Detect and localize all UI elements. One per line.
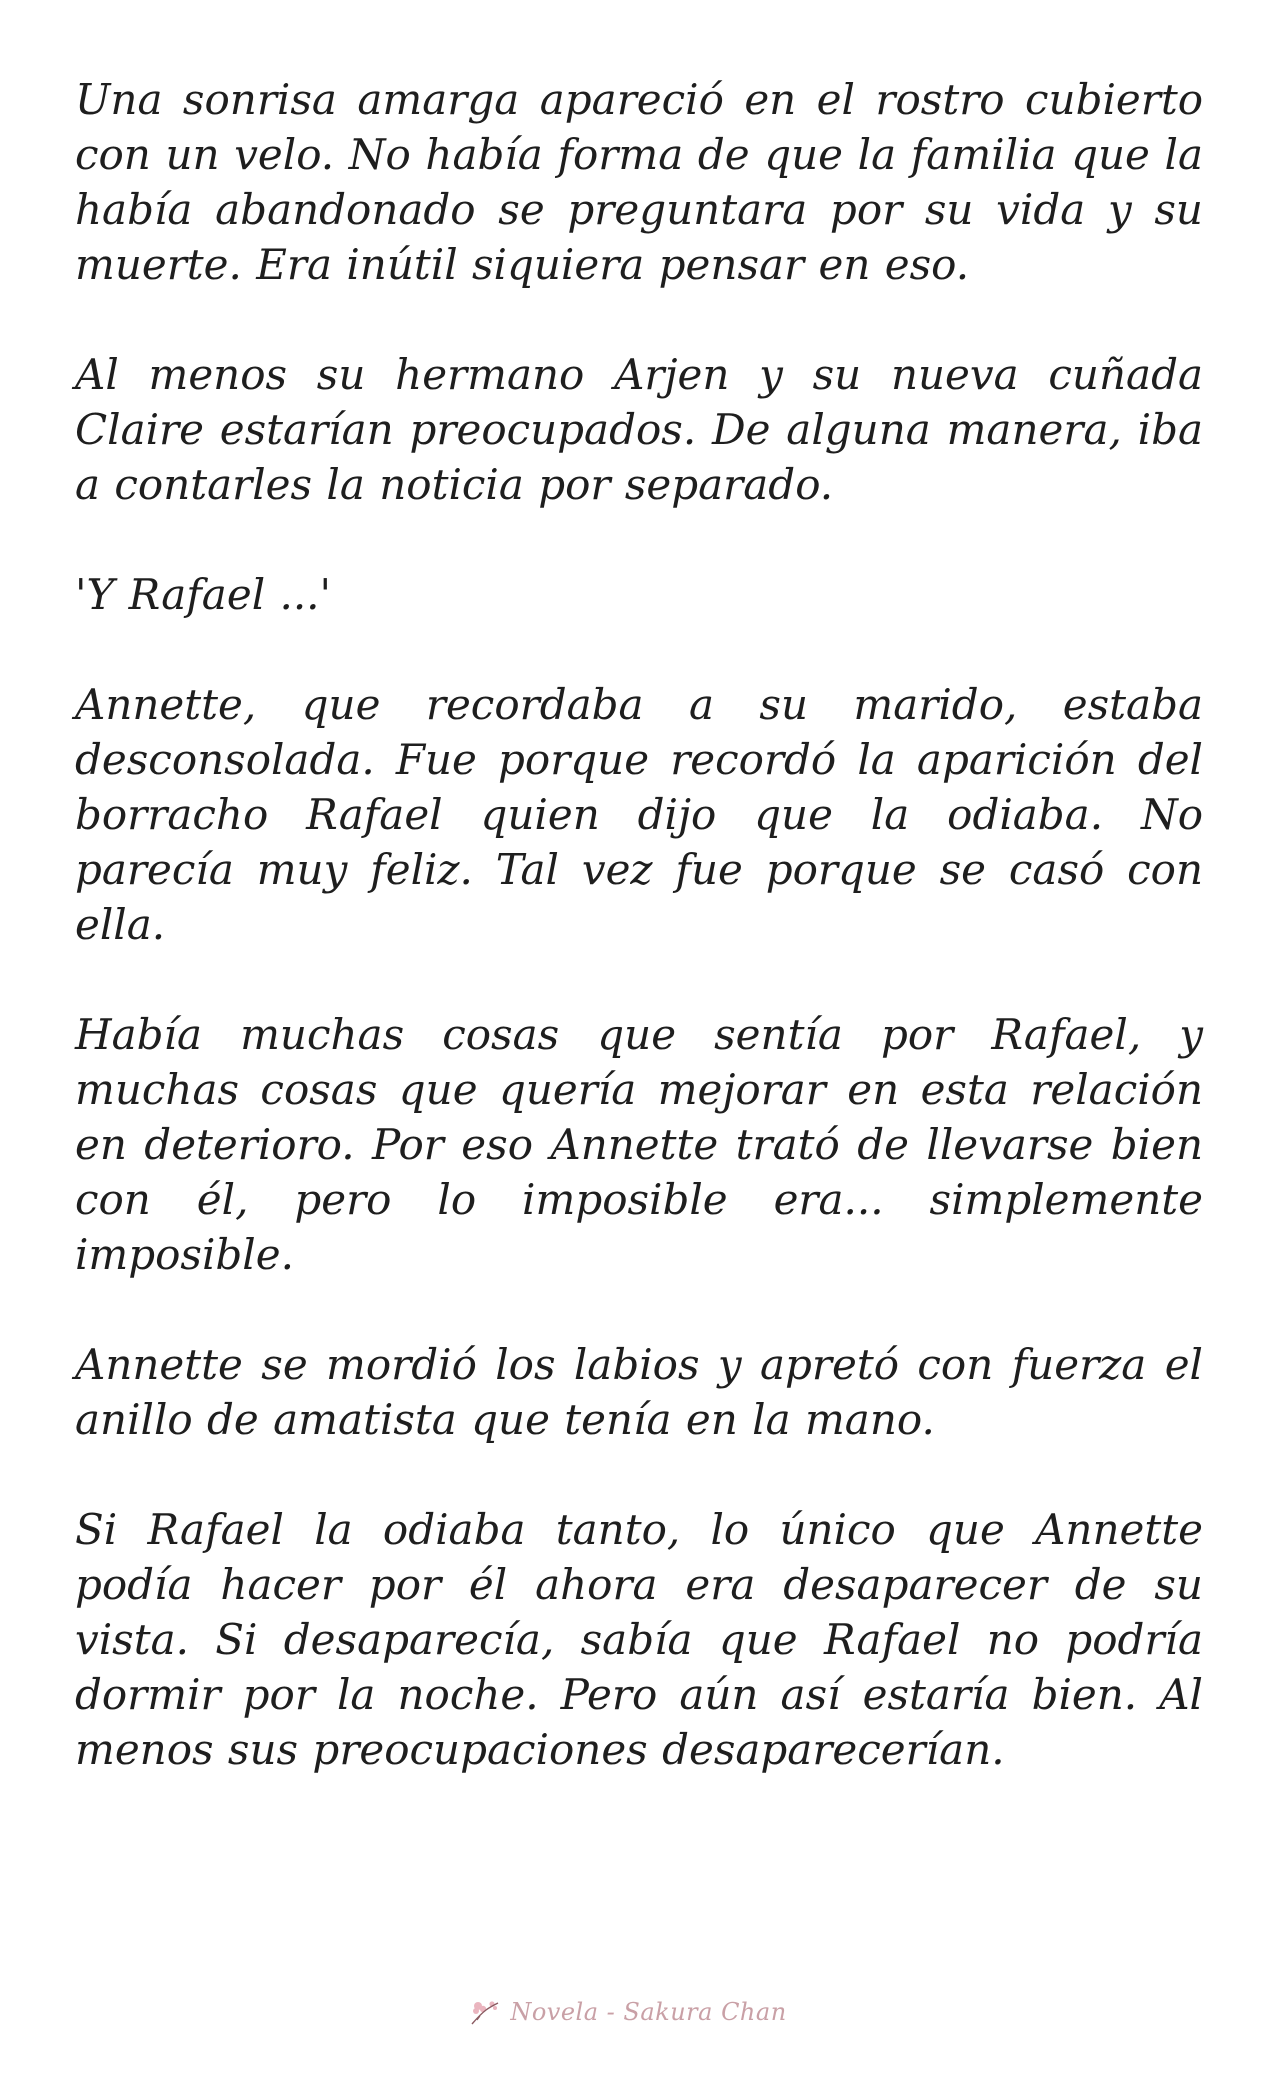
paragraph-2: Al menos su hermano Arjen y su nueva cuñada Claire estarían preocupados. De alguna manera, iba a contarles la noticia por separado. [75,350,1203,509]
watermark-text: Novela - Sakura Chan [510,1998,787,2026]
paragraph-4: Annette, que recordaba a su marido, estaba desconsolada. Fue porque recordó la aparición del borracho Rafael quien dijo que la odiaba. No parecía muy feliz. Tal vez fue porque se casó con ella. [75,680,1203,949]
sakura-blossom-icon [468,1997,502,2027]
paragraph-3: 'Y Rafael ...' [75,570,332,619]
paragraph-1: Una sonrisa amarga apareció en el rostro cubierto con un velo. No había forma de que la familia que la había abandonado se preguntara por su vida y su muerte. Era inútil siquiera pensar en eso. [75,75,1203,289]
paragraph-5: Había muchas cosas que sentía por Rafael, y muchas cosas que quería mejorar en esta relación en deterioro. Por eso Annette trató de llevarse bien con él, pero lo imposible era... simplemente imposible. [75,1010,1203,1279]
paragraph-6: Annette se mordió los labios y apretó con fuerza el anillo de amatista que tenía en la mano. [75,1340,1203,1444]
paragraph-7: Si Rafael la odiaba tanto, lo único que Annette podía hacer por él ahora era desaparecer de su vista. Si desaparecía, sabía que Rafael no podría dormir por la noche. Pero aún así estaría bien. Al menos sus preocupaciones desaparecerían. [75,1505,1203,1774]
watermark [0,1992,1275,2032]
chapter-text [75,72,1203,1832]
